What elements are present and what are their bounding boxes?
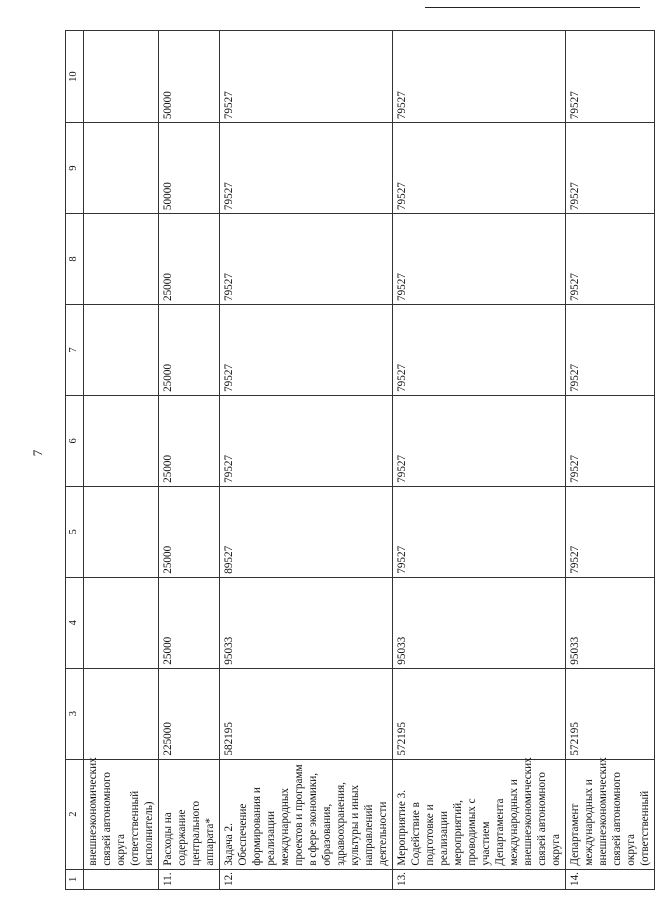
column-number-row: [66, 31, 84, 890]
value-cell: 79527: [393, 305, 566, 396]
value-cell: 79527: [566, 31, 655, 123]
value-cell: 79527: [393, 31, 566, 123]
value-cell: 79527: [393, 395, 566, 486]
value-cell: 79527: [220, 395, 393, 486]
value-cell: [84, 577, 159, 668]
value-cell: [84, 214, 159, 305]
value-cell: [84, 486, 159, 577]
column-number: 2: [66, 759, 84, 869]
value-cell: 79527: [566, 486, 655, 577]
value-cell: 89527: [220, 486, 393, 577]
value-cell: 572195: [566, 668, 655, 759]
row-name: Мероприятие 3. Содействие в подготовке и реализации мероприятий, проводимых с участием Департамента международных и внешнеэкономических связей автономного округа: [393, 759, 566, 869]
row-name: Департамент международных и внешнеэкономических связей автономного округа (ответственный: [566, 759, 655, 869]
value-cell: 225000: [159, 668, 220, 759]
value-cell: [84, 395, 159, 486]
value-cell: 79527: [566, 123, 655, 214]
table-row: [220, 31, 393, 890]
row-name: внешнеэкономических связей автономного округа (ответственный исполнитель): [84, 759, 159, 869]
column-number: 7: [66, 305, 84, 396]
column-number: 1: [66, 869, 84, 889]
value-cell: 79527: [220, 123, 393, 214]
value-cell: 582195: [220, 668, 393, 759]
column-number: 10: [66, 31, 84, 123]
row-number: 12.: [220, 869, 393, 889]
page-number: 7: [30, 449, 45, 457]
rotated-page: [65, 30, 651, 890]
top-rule: [425, 7, 640, 8]
value-cell: 50000: [159, 123, 220, 214]
value-cell: [84, 305, 159, 396]
table-row: [566, 31, 655, 890]
value-cell: 79527: [566, 214, 655, 305]
value-cell: 79527: [393, 123, 566, 214]
value-cell: 79527: [566, 395, 655, 486]
value-cell: 79527: [220, 214, 393, 305]
value-cell: 25000: [159, 395, 220, 486]
value-cell: [84, 123, 159, 214]
column-number: 8: [66, 214, 84, 305]
row-number: 14.: [566, 869, 655, 889]
value-cell: 95033: [566, 577, 655, 668]
value-cell: 79527: [220, 31, 393, 123]
row-name: Расходы на содержание центрального аппарата*: [159, 759, 220, 869]
table-row: [159, 31, 220, 890]
column-number: 4: [66, 577, 84, 668]
column-number: 5: [66, 486, 84, 577]
value-cell: 572195: [393, 668, 566, 759]
value-cell: [84, 668, 159, 759]
table-body: [66, 31, 655, 890]
row-number: [84, 869, 159, 889]
value-cell: 79527: [393, 486, 566, 577]
value-cell: 79527: [220, 305, 393, 396]
value-cell: 95033: [393, 577, 566, 668]
table-row: [84, 31, 159, 890]
value-cell: 79527: [393, 214, 566, 305]
value-cell: 25000: [159, 214, 220, 305]
table-row: [393, 31, 566, 890]
value-cell: 25000: [159, 486, 220, 577]
column-number: 9: [66, 123, 84, 214]
column-number: 3: [66, 668, 84, 759]
value-cell: 25000: [159, 305, 220, 396]
value-cell: 25000: [159, 577, 220, 668]
row-number: 11.: [159, 869, 220, 889]
value-cell: 95033: [220, 577, 393, 668]
value-cell: 79527: [566, 305, 655, 396]
row-number: 13.: [393, 869, 566, 889]
value-cell: [84, 31, 159, 123]
value-cell: 50000: [159, 31, 220, 123]
row-name: Задача 2. Обеспечение формирования и реализации международных проектов и программ в сфере экономики, образования, здравоохранения, культуры и иных направлений деятельности: [220, 759, 393, 869]
column-number: 6: [66, 395, 84, 486]
budget-table: [65, 30, 655, 890]
